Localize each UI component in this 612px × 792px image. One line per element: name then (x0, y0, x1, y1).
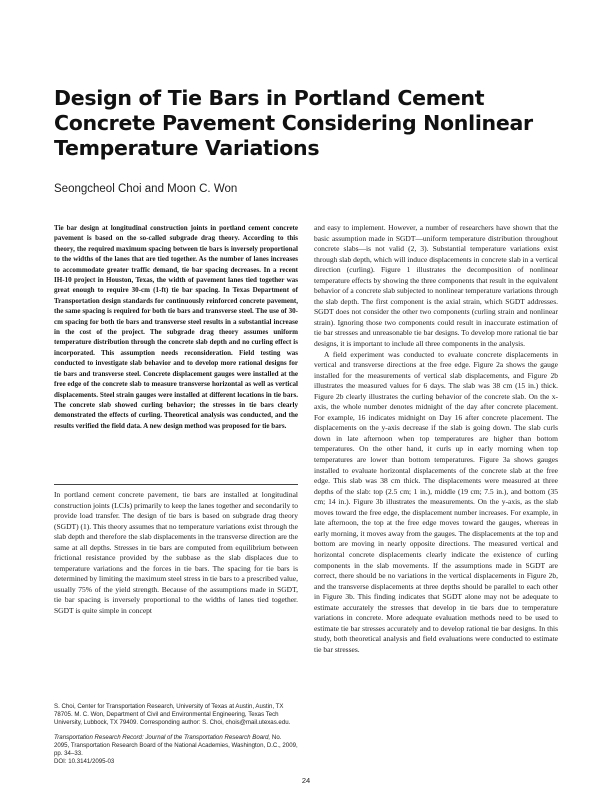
footnotes (54, 703, 298, 766)
body-paragraph: A field experiment was conducted to evaluate concrete displacements in vertical and transverse directions at the free edge. Figure 2a shows the gauge installed for the measurements of vertical slab displacements, and Figure 2b illustrates the measured values for 6 days. The slab was 38 cm (15 in.) thick. Figure 2b clearly illustrates the curling behavior of the concrete slab. On the x-axis, the whole number denotes midnight of the day after concrete placement. For example, 16 indicates midnight on Day 16 after concrete placement. The displacements on the y-axis decrease if the slab is going down. The slab curls down in late afternoon when top temperatures are higher than bottom temperatures. On the other hand, it curls up in early morning when top temperatures are lower than bottom temperatures. Figure 3a shows gauges installed to evaluate horizontal displacements of the concrete slab at the free edge. This slab was 38 cm thick. The displacements were measured at three depths of the slab: top (2.5 cm; 1 in.), middle (19 cm; 7.5 in.), and bottom (35 cm; 14 in.). Figure 3b illustrates the measurements. On the y-axis, as the slab moves toward the free edge, the displacement number increases. For example, in late afternoon, the top at the free edge moves toward the gauges, whereas in early morning, it moves away from the gauges. The displacements at the top and bottom are moving in nearly opposite directions. The measured vertical and horizontal concrete displacements clearly indicate the existence of curling components in the slab movements. If the assumptions made in SGDT are correct, there should be no variations in the vertical displacements in Figure 2b, and the transverse displacements at three depths should be parallel to each other in Figure 3b. This finding indicates that SGDT alone may not be adequate to estimate accurately the stresses that develop in tie bars due to temperature variations in concrete. More adequate evaluation methods need to be used to estimate tie bar stresses accurately and to develop rational tie bar designs. In this study, both theoretical analysis and field evaluations were conducted to estimate tie bar stresses. (314, 349, 558, 654)
page-number: 24 (301, 776, 311, 785)
abstract-divider (54, 484, 298, 485)
journal-name: Transportation Research Record: Journal of the Transportation Research Board, (54, 733, 271, 741)
journal-details: No. 2095, Transportation Research Board of the National Academies, Washington, D.C., 2009, pp. 34–33. (54, 733, 298, 758)
body-paragraph: In portland cement concrete pavement, tie bars are installed at longitudinal construction joints (LCJs) primarily to keep the lanes together and secondarily to provide load transfer. The design of tie bars is based on subgrade drag theory (SGDT) (1). This theory assumes that no temperature variations exist through the slab depth and therefore the slab displacements in the transverse direction are the same at all depths. Stresses in tie bars are computed from equilibrium between frictional resistance provided by the subbase as the slab displaces due to temperature variations and the forces in tie bars. The spacing for tie bars is determined by limiting the maximum steel stress in tie bars to a prescribed value, usually 75% of the yield strength. Because of the assumptions made in SGDT, tie bar spacing is inversely proportional to the widths of lanes tied together. SGDT is quite simple in concept (54, 490, 298, 616)
doi: DOI: 10.3141/2095-03 (54, 758, 115, 766)
article-title (54, 86, 554, 161)
left-column-body (54, 490, 298, 617)
title-line: Concrete Pavement Considering Nonlinear (54, 111, 533, 135)
abstract (54, 223, 298, 431)
author-list: Seongcheol Choi and Moon C. Won (54, 183, 238, 195)
title-line: Design of Tie Bars in Portland Cement (54, 86, 485, 110)
abstract-text: Tie bar design at longitudinal construction joints in portland cement concrete pavement is based on the so-called subgrade drag theory. According to this theory, the required maximum spacing between tie bars is inversely proportional to the widths of the lanes that are tied together. As the number of lanes increases to accommodate greater traffic demand, tie bar spacing decreases. In a recent IH-10 project in Houston, Texas, the width of pavement lanes tied together was great enough to require 30-cm (1-ft) tie bar spacing. In Texas Department of Transportation design standards for continuously reinforced concrete pavement, the same spacing is required for both tie bars and transverse steel. The use of 30-cm spacing for both tie bars and transverse steel results in a substantial increase in the cost of the project. The subgrade drag theory assumes uniform temperature distribution through the concrete slab depth and no curling effect is incorporated. This assumption needs reconsideration. Field testing was conducted to investigate slab behavior and to develop more rational designs for tie bars and transverse steel. Concrete displacement gauges were installed at the free edge of the concrete slab to measure transverse horizontal as well as vertical displacements. Steel strain gauges were installed at different locations in tie bars. The concrete slab showed curling behavior; the stresses in tie bars clearly demonstrated the effects of curling. Theoretical analysis was conducted, and the results verified the field data. A new design method was proposed for tie bars. (54, 224, 298, 430)
body-paragraph: and easy to implement. However, a number of researchers have shown that the basic assumption made in SGDT—uniform temperature distribution throughout concrete slabs—is not valid (2, 3). Substantial temperature variations exist through slab depth, which will induce displacements in concrete slab in a vertical direction (curling). Figure 1 illustrates the decomposition of nonlinear temperature effects by showing the three components that result in the equivalent behavior of a concrete slab subjected to nonlinear temperature variations through the slab depth. The first component is the axial strain, which SGDT addresses. SGDT does not consider the other two components (curling strain and nonlinear strain). Ignoring those two components could result in inaccurate estimation of tie bar stresses and unreasonable tie bar designs. To develop more rational tie bar designs, it is important to include all three components in the analysis. (314, 223, 558, 349)
journal-citation (54, 734, 298, 759)
title-line: Temperature Variations (54, 136, 320, 160)
author-affiliations: S. Choi, Center for Transportation Research, University of Texas at Austin, Austin, TX 78705. M. C. Won, Department of Civil and Environmental Engineering, Texas Tech University, Lubbock, TX 79409. Corresponding author: S. Choi, chois@mail.utexas.edu. (54, 703, 291, 727)
right-column-body (314, 223, 558, 655)
